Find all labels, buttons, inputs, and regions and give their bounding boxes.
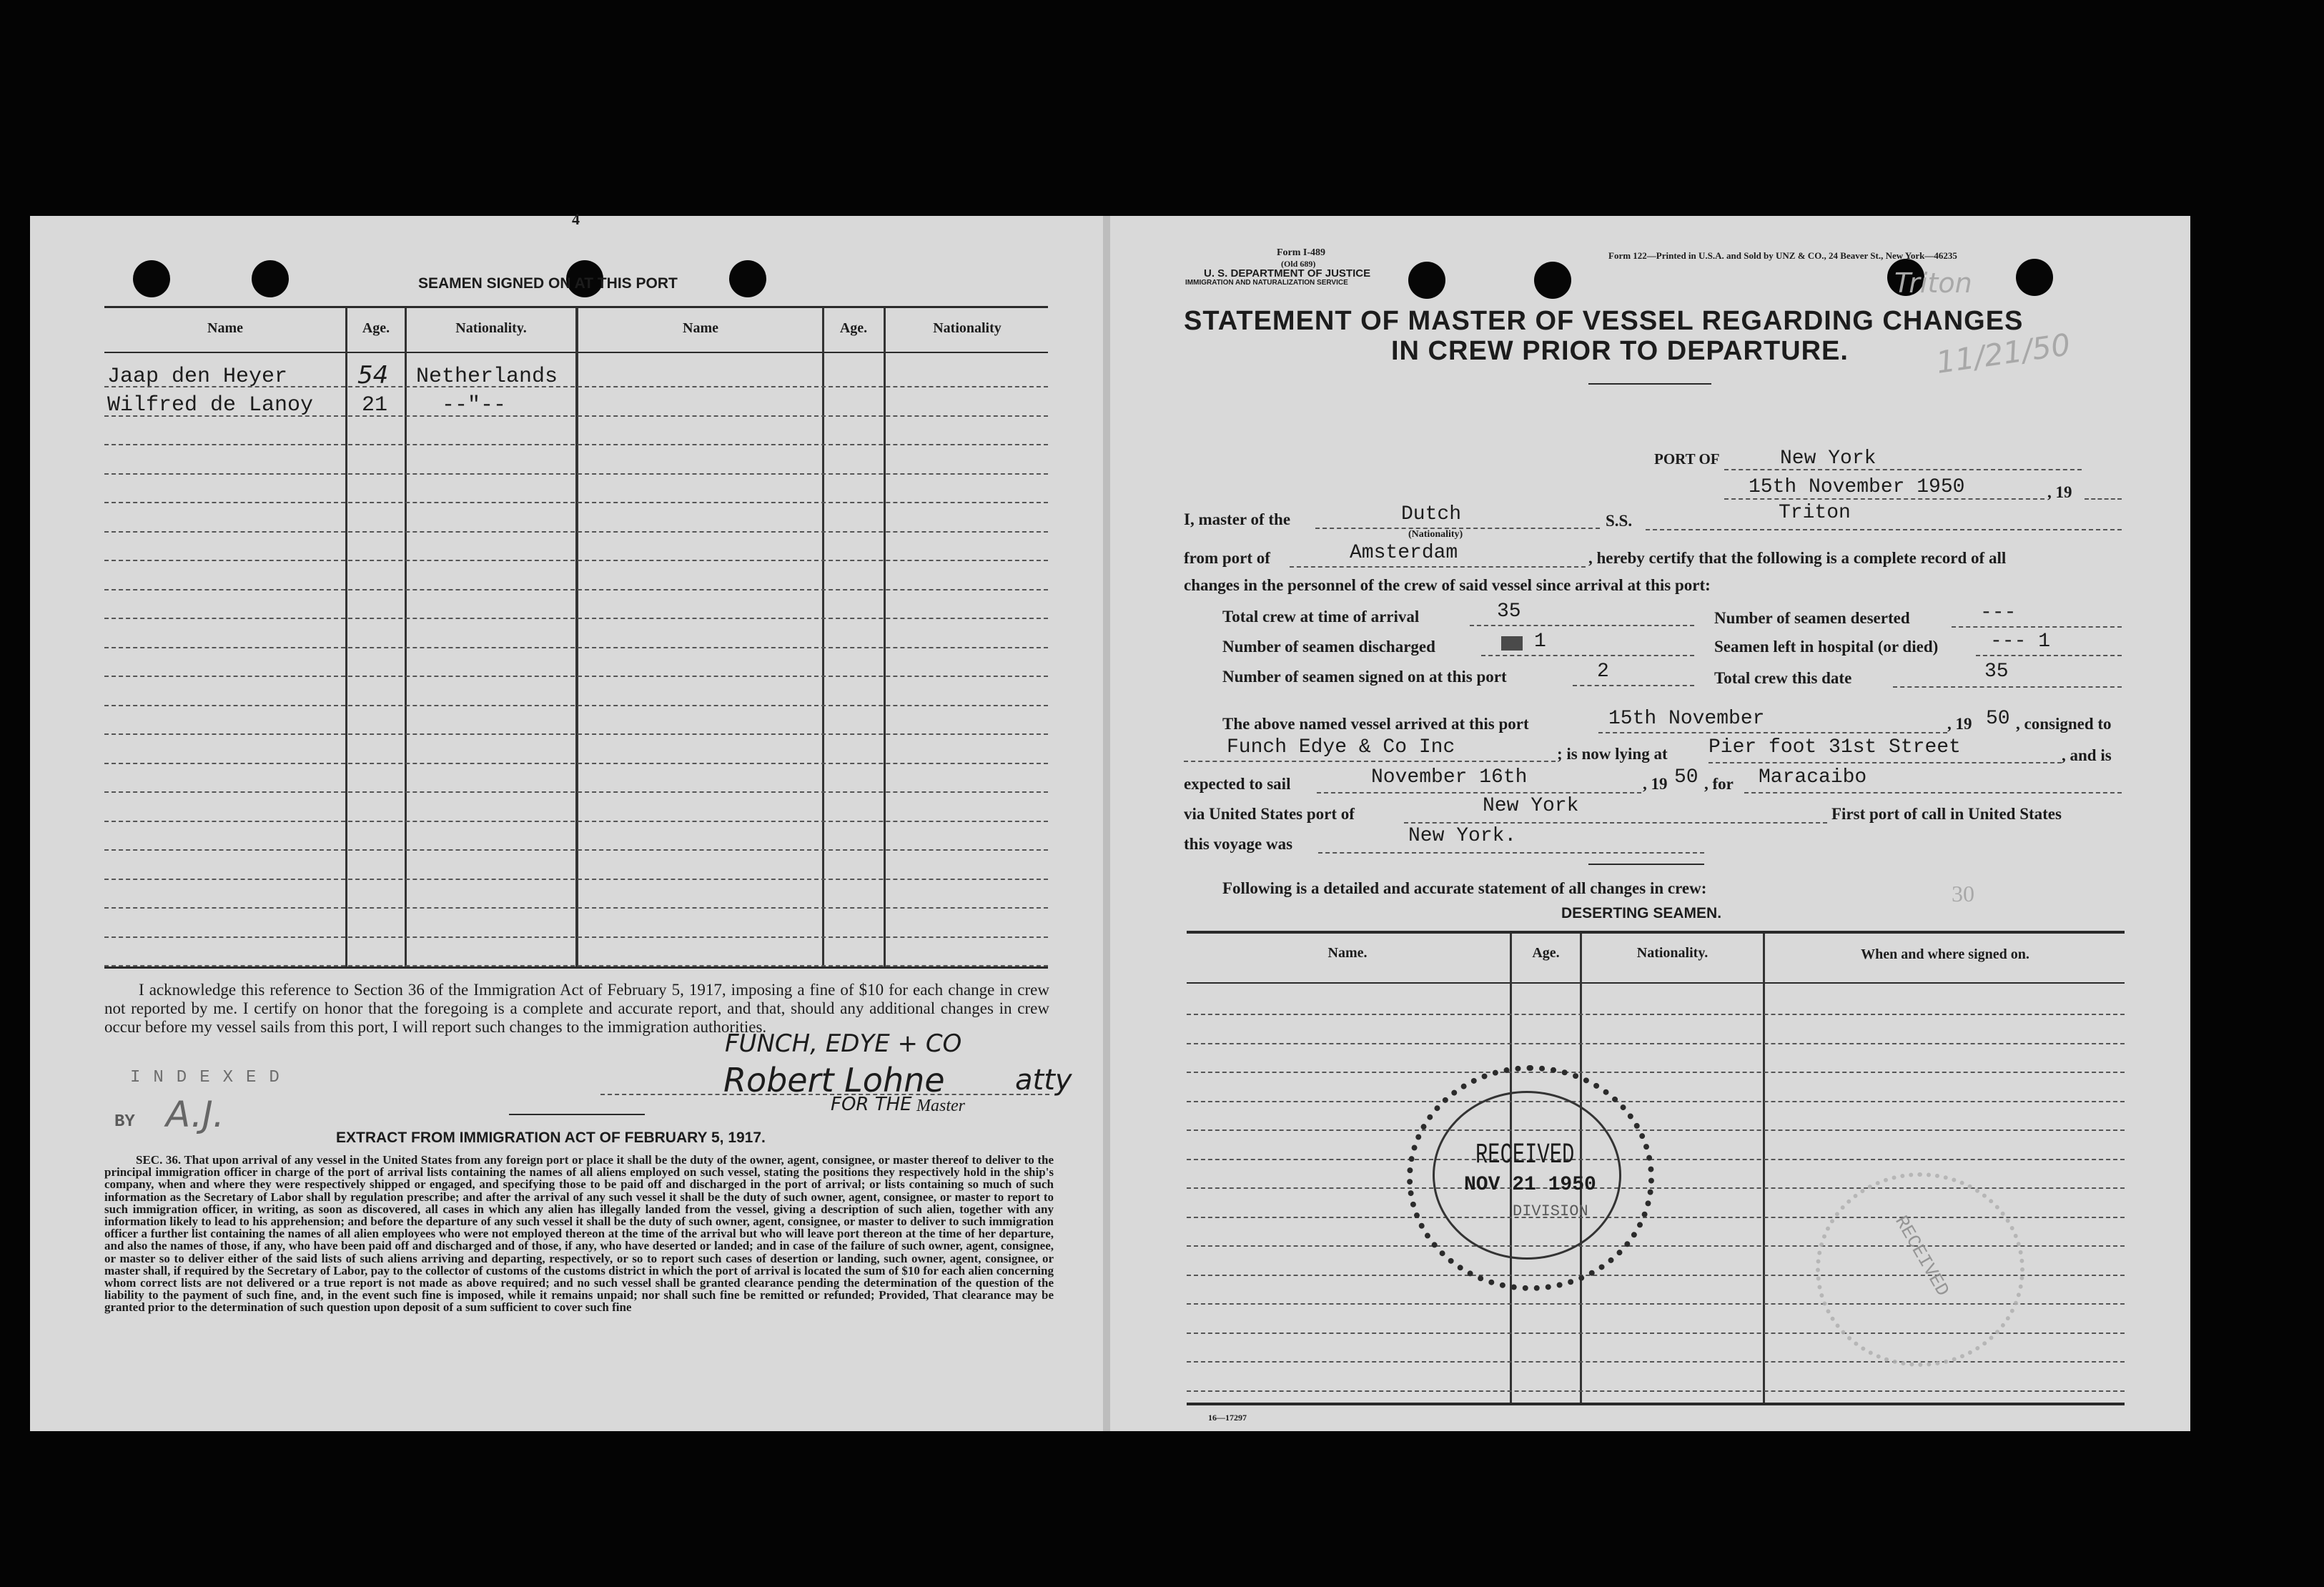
total-crew-arrival-value: 35 xyxy=(1497,600,1521,623)
row-rule xyxy=(104,733,1048,735)
row-rule xyxy=(104,791,1048,793)
voyage-value: New York. xyxy=(1408,825,1517,847)
indexed-by-initials: A.J. xyxy=(166,1094,224,1135)
voyage-rule xyxy=(1588,864,1704,865)
date-line xyxy=(1724,498,2044,500)
page-number: 4 xyxy=(572,210,580,228)
seamen-deserted-label: Number of seamen deserted xyxy=(1714,609,1910,627)
certify-text: , hereby certify that the following is a complete record of all xyxy=(1588,549,2007,567)
master-of-label: I, master of the xyxy=(1184,510,1291,528)
consignee-value: Funch Edye & Co Inc xyxy=(1227,736,1455,758)
signature-suffix: atty xyxy=(1015,1064,1072,1097)
from-port-line xyxy=(1290,566,1586,568)
punch-hole xyxy=(729,260,766,297)
arrived-value: 15th November xyxy=(1608,708,1765,730)
row-rule xyxy=(104,907,1048,909)
table-row-name: Jaap den Heyer xyxy=(107,365,288,389)
faint-received-stamp xyxy=(1816,1172,2024,1367)
expected-label: expected to sail xyxy=(1184,775,1291,793)
row-rule xyxy=(104,821,1048,822)
total-crew-date-line xyxy=(1893,686,2122,688)
col-divider xyxy=(575,307,578,966)
date-year-line xyxy=(2085,498,2122,500)
faint-stamp-text: RECEIVED xyxy=(1890,1212,1954,1300)
master-signature: Robert Lohne xyxy=(723,1061,945,1099)
total-crew-date-label: Total crew this date xyxy=(1714,669,1852,687)
voyage-label: this voyage was xyxy=(1184,835,1293,853)
service-name: IMMIGRATION AND NATURALIZATION SERVICE xyxy=(1185,279,1348,287)
table-bottom-rule xyxy=(104,966,1048,969)
seamen-discharged-line xyxy=(1481,655,1694,656)
port-label: PORT OF xyxy=(1654,450,1720,468)
date-year-prefix: , 19 xyxy=(2047,483,2072,501)
hospital-line xyxy=(1976,655,2122,656)
table-row-age: 54 xyxy=(357,361,389,390)
punch-hole xyxy=(252,260,289,297)
pencil-note-ship: Triton xyxy=(1894,267,1972,299)
seamen-signed-title: SEAMEN SIGNED ON AT THIS PORT xyxy=(418,275,678,292)
ship-value: Triton xyxy=(1779,502,1851,524)
for-label: , for xyxy=(1704,775,1734,793)
following-text: Following is a detailed and accurate statement of all changes in crew: xyxy=(1222,879,1707,897)
row-rule xyxy=(104,444,1048,445)
form-old-number: (Old 689) xyxy=(1281,259,1316,269)
stamp-date-text: NOV 21 1950 xyxy=(1464,1174,1596,1196)
indexed-stamp: INDEXED xyxy=(130,1068,292,1087)
row-rule xyxy=(1187,1129,2125,1131)
signed-on-label: Number of seamen signed on at this port xyxy=(1222,668,1507,686)
right-page xyxy=(1108,216,2190,1431)
row-rule xyxy=(1187,1043,2125,1044)
row-rule xyxy=(104,560,1048,561)
col-divider xyxy=(405,307,407,966)
total-crew-arrival-line xyxy=(1470,625,1694,626)
seamen-discharged-value: 1 xyxy=(1534,631,1546,653)
table-row-nationality: --"-- xyxy=(442,393,507,417)
for-the-handwriting: FOR THE xyxy=(831,1094,912,1115)
nationality-caption: (Nationality) xyxy=(1408,529,1463,540)
form-number: Form I-489 xyxy=(1277,247,1326,258)
consigned-label: , consigned to xyxy=(2016,715,2112,733)
row-rule xyxy=(1187,1187,2125,1189)
row-rule xyxy=(104,879,1048,880)
col-divider xyxy=(884,307,886,966)
row-rule xyxy=(104,618,1048,619)
row-rule xyxy=(104,589,1048,590)
seamen-discharged-label: Number of seamen discharged xyxy=(1222,638,1435,656)
total-crew-arrival-label: Total crew at time of arrival xyxy=(1222,608,1420,626)
expected-value: November 16th xyxy=(1371,766,1528,788)
port-line xyxy=(1724,469,2082,470)
col-divider xyxy=(822,307,824,966)
pencil-note-date: 11/21/50 xyxy=(1934,327,2073,380)
ship-line xyxy=(1646,529,2122,530)
footer-code: 16—17297 xyxy=(1208,1413,1247,1423)
via-value: New York xyxy=(1483,795,1579,817)
changes-text: changes in the personnel of the crew of said vessel since arrival at this port: xyxy=(1184,576,1711,594)
expected-year-prefix: , 19 xyxy=(1643,775,1668,793)
agent-handwriting: FUNCH, EDYE + CO xyxy=(725,1029,962,1058)
signed-on-value: 2 xyxy=(1597,661,1609,683)
deserting-column-name: Name. xyxy=(1327,945,1368,961)
and-is-label: , and is xyxy=(2062,746,2112,764)
punch-hole xyxy=(1534,262,1571,299)
department-name: U. S. DEPARTMENT OF JUSTICE xyxy=(1204,267,1371,280)
row-rule xyxy=(1187,1014,2125,1015)
deserting-column-nationality: Nationality. xyxy=(1636,945,1709,961)
lying-label: ; is now lying at xyxy=(1557,745,1668,763)
row-rule xyxy=(104,473,1048,475)
stamp-division-text: DIVISION xyxy=(1513,1202,1588,1220)
row-rule xyxy=(104,647,1048,648)
signature-line xyxy=(600,1094,1049,1095)
row-rule xyxy=(1187,1159,2125,1160)
row-rule xyxy=(1187,1072,2125,1073)
deserting-title: DESERTING SEAMEN. xyxy=(1561,905,1722,921)
row-rule xyxy=(104,531,1048,533)
date-value: 15th November 1950 xyxy=(1749,476,1965,498)
row-rule xyxy=(104,676,1048,677)
punch-hole xyxy=(133,260,170,297)
deserting-table-header-rule xyxy=(1187,982,2125,984)
signed-on-line xyxy=(1573,685,1694,686)
row-rule xyxy=(104,936,1048,938)
statement-title-line-1: STATEMENT OF MASTER OF VESSEL REGARDING CHANGES xyxy=(1184,306,2024,336)
row-rule xyxy=(104,849,1048,851)
column-header-name: Name xyxy=(207,320,243,336)
page-gutter xyxy=(1103,216,1110,1431)
first-port-label: First port of call in United States xyxy=(1831,805,2062,823)
destination-value: Maracaibo xyxy=(1759,766,1867,788)
row-rule xyxy=(1187,1101,2125,1102)
column-header-name: Name xyxy=(683,320,718,336)
arrived-line xyxy=(1598,732,1947,733)
port-value: New York xyxy=(1780,448,1876,470)
received-stamp xyxy=(1407,1065,1654,1291)
from-port-label: from port of xyxy=(1184,549,1270,567)
master-label: Master xyxy=(916,1097,965,1115)
arrived-year-prefix: , 19 xyxy=(1947,715,1972,733)
row-rule xyxy=(104,502,1048,503)
voyage-line xyxy=(1318,852,1704,854)
nationality-value: Dutch xyxy=(1401,503,1462,525)
row-rule xyxy=(104,763,1048,764)
hospital-value: --- 1 xyxy=(1990,631,2051,653)
table-row-nationality: Netherlands xyxy=(416,365,558,389)
extract-title: EXTRACT FROM IMMIGRATION ACT OF FEBRUARY 5, 1917. xyxy=(336,1129,766,1146)
row-rule xyxy=(1187,1361,2125,1363)
seamen-deserted-line xyxy=(1952,626,2122,628)
hospital-label: Seamen left in hospital (or died) xyxy=(1714,638,1939,656)
title-rule xyxy=(1588,383,1711,385)
pencil-number: 30 xyxy=(1952,881,1974,906)
seamen-deserted-value: --- xyxy=(1980,602,2017,624)
column-header-nationality: Nationality xyxy=(933,320,1002,336)
via-label: via United States port of xyxy=(1184,805,1355,823)
total-crew-date-value: 35 xyxy=(1984,661,2009,683)
punch-hole xyxy=(2016,259,2053,296)
statement-title-line-2: IN CREW PRIOR TO DEPARTURE. xyxy=(1391,336,1849,366)
printer-note: Form 122—Printed in U.S.A. and Sold by UNZ & CO., 24 Beaver St., New York—46235 xyxy=(1608,250,1957,261)
consignee-line xyxy=(1184,761,1556,762)
ss-label: S.S. xyxy=(1606,512,1633,530)
table-row-name: Wilfred de Lanoy xyxy=(107,393,314,417)
via-line xyxy=(1404,822,1827,824)
deserting-column-age: Age. xyxy=(1532,945,1560,961)
acknowledgement-text: I acknowledge this reference to Section 36 of the Immigration Act of February 5, 1917, imposing a fine of $10 for each change in crew not reported by me. I certify on honor that the foregoing is a complete and accurate report, and that, should any additional changes in crew occur before my vessel sails from this port, I will report such changes to the immigration authorities. xyxy=(104,981,1049,1036)
from-port-value: Amsterdam xyxy=(1350,542,1458,564)
column-header-nationality: Nationality. xyxy=(455,320,527,336)
lying-line xyxy=(1709,762,2062,763)
table-row-age: 21 xyxy=(362,393,388,417)
lying-value: Pier foot 31st Street xyxy=(1709,736,1961,758)
arrived-year: 50 xyxy=(1986,708,2010,730)
deserting-table-top xyxy=(1187,931,2125,934)
column-header-age: Age. xyxy=(839,320,868,336)
column-header-age: Age. xyxy=(362,320,390,336)
deserting-column-signed-on: When and where signed on. xyxy=(1861,946,2029,962)
destination-line xyxy=(1744,792,2122,794)
section-36-text: SEC. 36. That upon arrival of any vessel in the United States from any foreign port or place it shall be the duty of the owner, agent, consignee, or master thereof to deliver to the principal immigration officer in charge of the port of arrival lists containing the names of all aliens employed on such vessel, stating the positions they respectively hold in the ship's company, when and where they were respectively shipped or engaged, and specifying those to be paid off and discharged in the port of arrival; or lists containing so much of such information as the Secretary of Labor shall by regulation prescribe; and after the arrival of any such vessel it shall be the duty of such owner, agent, consignee, or master to report to such immigration officer, in writing, as soon as discovered, all cases in which any alien has illegally landed from the vessel, giving a description of such alien, together with any information likely to lead to his apprehension; and before the departure of any such vessel it shall be the duty of such owner, agent, consignee, or master to deliver to such immigration officer a further list containing the names of all alien employees who were not employed thereon at the time of the arrival but who will leave port thereon at the time of her departure, and also the names of those, if any, who have been paid off and discharged and of those, if any, who have deserted or landed; and in case of the failure of such owner, agent, consignee, or master so to deliver either of the said lists of such aliens arriving and departing, respectively, or so to report such cases of desertion or landing, such owner, agent, consignee, or master shall, if required by the Secretary of Labor, pay to the collector of customs of the customs district in which the port of arrival is located the sum of $10 for each alien concerning whom correct lists are not delivered or a true report is not made as above required; and no such vessel shall be granted clearance pending the determination of the question of the liability to the payment of such fine, and, in the event such fine is imposed, while it remains unpaid; nor shall such fine be remitted or refunded; Provided, That clearance may be granted prior to the determination of such question upon deposit of a sum sufficient to cover such fine xyxy=(104,1153,1054,1315)
expected-line xyxy=(1317,792,1641,794)
stamp-received-text: RECEIVED xyxy=(1475,1139,1575,1172)
expected-year: 50 xyxy=(1674,766,1699,788)
extract-rule xyxy=(509,1114,645,1115)
punch-hole xyxy=(1408,262,1445,299)
struck-out-entry xyxy=(1501,636,1523,651)
arrived-label: The above named vessel arrived at this port xyxy=(1222,715,1529,733)
col-divider xyxy=(345,307,347,966)
indexed-by-label: BY xyxy=(114,1112,135,1132)
row-rule xyxy=(104,705,1048,706)
row-rule xyxy=(1187,1390,2125,1392)
deserting-table-bottom xyxy=(1187,1403,2125,1405)
